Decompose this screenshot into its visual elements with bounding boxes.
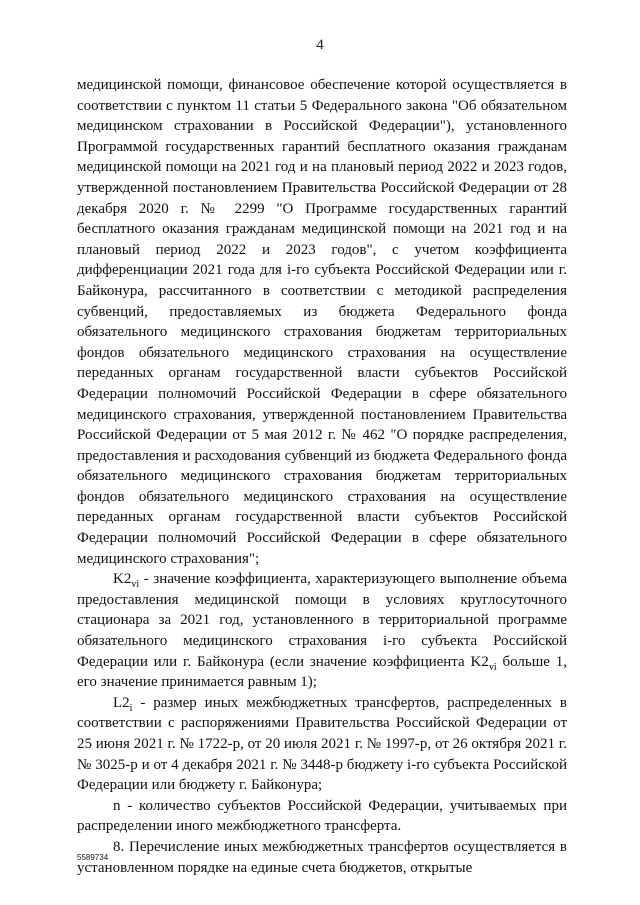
k2-subscript: vi	[131, 579, 140, 591]
k2-symbol: K2	[113, 571, 132, 588]
paragraph-methodology: медицинской помощи, финансовое обеспечение которой осуществляется в соответствии с пунктом 11 статьи 5 Федерального закона "Об обязательном медицинском страховании в Российской Федерации"), установленного Программой государственных гарантий бесплатного оказания гражданам медицинской помощи на 2021 год и на плановый период 2022 и 2023 годов, утвержденной постановлением Правительства Российской Федерации от 28 декабря 2020 г. № 2299 "О Программе государственных гарантий бесплатного оказания гражданам медицинской помощи на 2021 год и на плановый период 2022 и 2023 годов", с учетом коэффициента дифференциации 2021 года для i-го субъекта Российской Федерации или г. Байконура, рассчитанного в соответствии с методикой распределения субвенций, предоставляемых из бюджета Федерального фонда обязательного медицинского страхования бюджетам территориальных фондов обязательного медицинского страхования на осуществление переданных органам государственной власти субъектов Российской Федерации полномочий Российской Федерации в сфере обязательного медицинского страхования, утвержденной постановлением Правительства Российской Федерации от 5 мая 2012 г. № 462 "О порядке распределения, предоставления и расходования субвенций из бюджета Федерального фонда обязательного медицинского страхования бюджетам территориальных фондов обязательного медицинского страхования на осуществление переданных органам государственной власти субъектов Российской Федерации полномочий Российской Федерации в сфере обязательного медицинского страхования";	[77, 77, 567, 567]
page-number: 4	[316, 37, 324, 53]
document-code: 5589734	[77, 853, 109, 862]
paragraph-l2-definition	[77, 693, 567, 796]
paragraph-n-definition: n - количество субъектов Российской Федерации, учитываемых при распределении иного межбюджетного трансферта.	[77, 797, 567, 835]
l2-symbol: L2	[113, 694, 130, 711]
l2-subscript: i	[129, 702, 133, 714]
l2-text: - размер иных межбюджетных трансфертов, распределенных в соответствии с распоряжениями Правительства Российской Федерации от 25 июня 2021 г. № 1722-р, от 20 июля 2021 г. № 1997-р, от 26 октября 2021 г. № 3025-р и от 4 декабря 2021 г. № 3448-р бюджету i-го субъекта Российской Федерации или бюджету г. Байконура;	[77, 694, 567, 794]
k2-text-b: больше 1, его значение принимается равным 1);	[77, 653, 567, 691]
document-body	[77, 75, 567, 878]
paragraph-k2-definition	[77, 569, 567, 693]
k2-text-a: - значение коэффициента, характеризующего выполнение объема предоставления медицинской помощи в условиях круглосуточного стационара за 2021 год, установленного в территориальной программе обязательного медицинского страхования i-го субъекта Российской Федерации или г. Байконура (если значение коэффициента K2	[77, 571, 567, 670]
paragraph-item-8: 8. Перечисление иных межбюджетных трансфертов осуществляется в установленном порядке на единые счета бюджетов, открытые	[77, 838, 567, 876]
k2-subscript-2: vi	[488, 661, 497, 673]
